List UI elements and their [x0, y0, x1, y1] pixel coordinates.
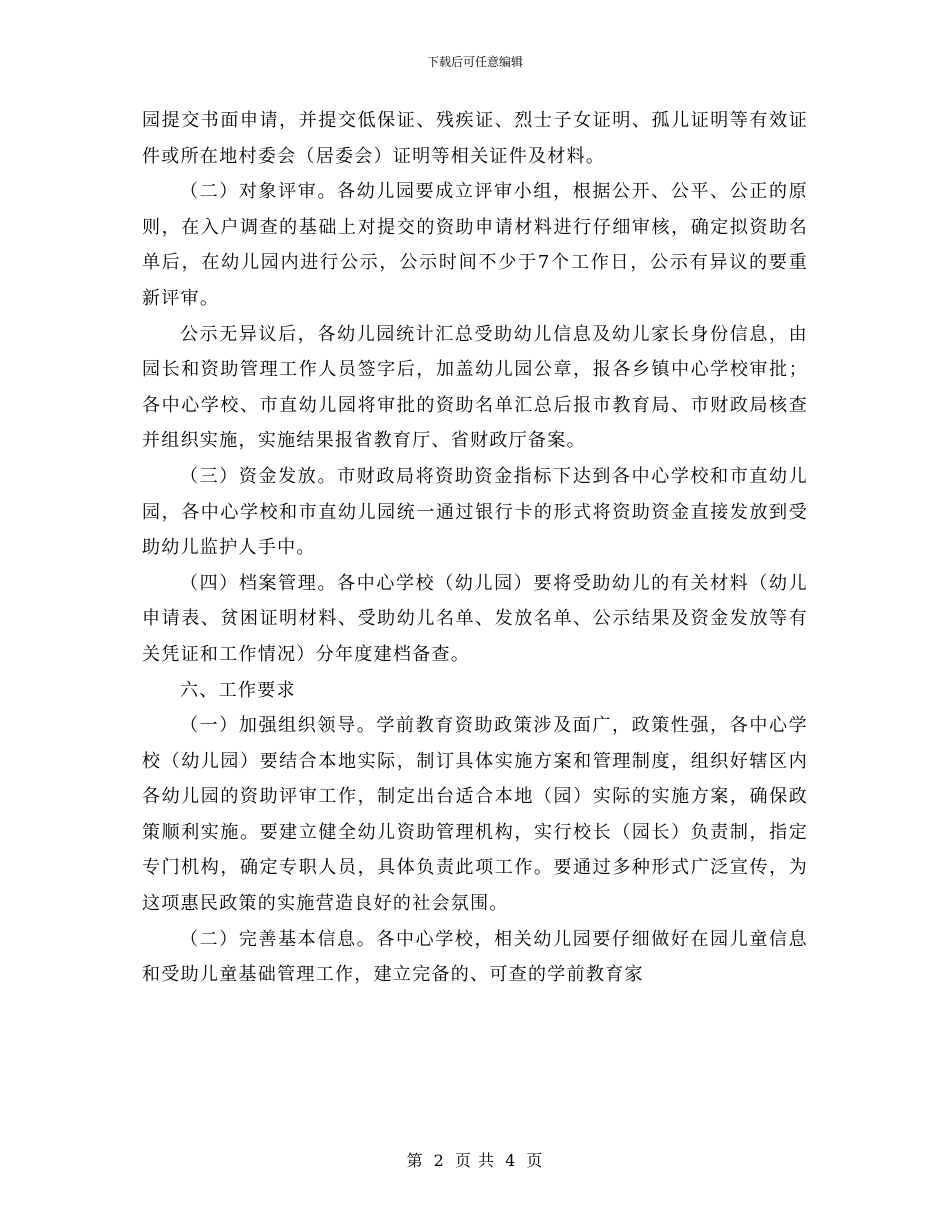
page-footer	[0, 1150, 950, 1172]
footer-suffix: 页	[526, 1151, 544, 1170]
document-body	[142, 103, 808, 993]
footer-middle: 页 共	[454, 1151, 496, 1170]
paragraph-object-review: （二）对象评审。各幼儿园要成立评审小组，根据公开、公平、公正的原则，在入户调查的基础上对提交的资助申请材料进行仔细审核，确定拟资助名单后，在幼儿园内进行公示，公示时间不少于7个工作日，公示有异议的要重新评审。	[142, 181, 808, 309]
section-heading-work-requirements: 六、工作要求	[180, 679, 296, 701]
footer-page-number: 2	[433, 1151, 445, 1170]
paragraph-fund-distribution: （三）资金发放。市财政局将资助资金指标下达到各中心学校和市直幼儿园，各中心学校和市直幼儿园统一通过银行卡的形式将资助资金直接发放到受助幼儿监护人手中。	[142, 465, 808, 559]
paragraph-application-continued: 园提交书面申请，并提交低保证、残疾证、烈士子女证明、孤儿证明等有效证件或所在地村委会（居委会）证明等相关证件及材料。	[142, 110, 808, 167]
paragraph-organization-leadership: （一）加强组织领导。学前教育资助政策涉及面广，政策性强，各中心学校（幼儿园）要结合本地实际，制订具体实施方案和管理制度，组织好辖区内各幼儿园的资助评审工作，制定出台适合本地（园）实际的实施方案，确保政策顺利实施。要建立健全幼儿资助管理机构，实行校长（园长）负责制，指定专门机构，确定专职人员，具体负责此项工作。要通过多种形式广泛宣传，为这项惠民政策的实施营造良好的社会氛围。	[142, 715, 808, 915]
footer-prefix: 第	[406, 1151, 424, 1170]
footer-total-pages: 4	[505, 1151, 517, 1170]
page-header: 下载后可任意编辑	[426, 55, 523, 69]
paragraph-public-notice: 公示无异议后，各幼儿园统计汇总受助幼儿信息及幼儿家长身份信息，由园长和资助管理工作人员签字后，加盖幼儿园公章，报各乡镇中心学校审批；各中心学校、市直幼儿园将审批的资助名单汇总后报市教育局、市财政局核查并组织实施，实施结果报省教育厅、省财政厅备案。	[142, 323, 808, 452]
paragraph-archive-management: （四）档案管理。各中心学校（幼儿园）要将受助幼儿的有关材料（幼儿申请表、贫困证明材料、受助幼儿名单、发放名单、公示结果及资金发放等有关凭证和工作情况）分年度建档备查。	[142, 572, 808, 665]
paragraph-basic-information: （二）完善基本信息。各中心学校，相关幼儿园要仔细做好在园儿童信息和受助儿童基础管理工作，建立完备的、可查的学前教育家	[142, 928, 808, 986]
